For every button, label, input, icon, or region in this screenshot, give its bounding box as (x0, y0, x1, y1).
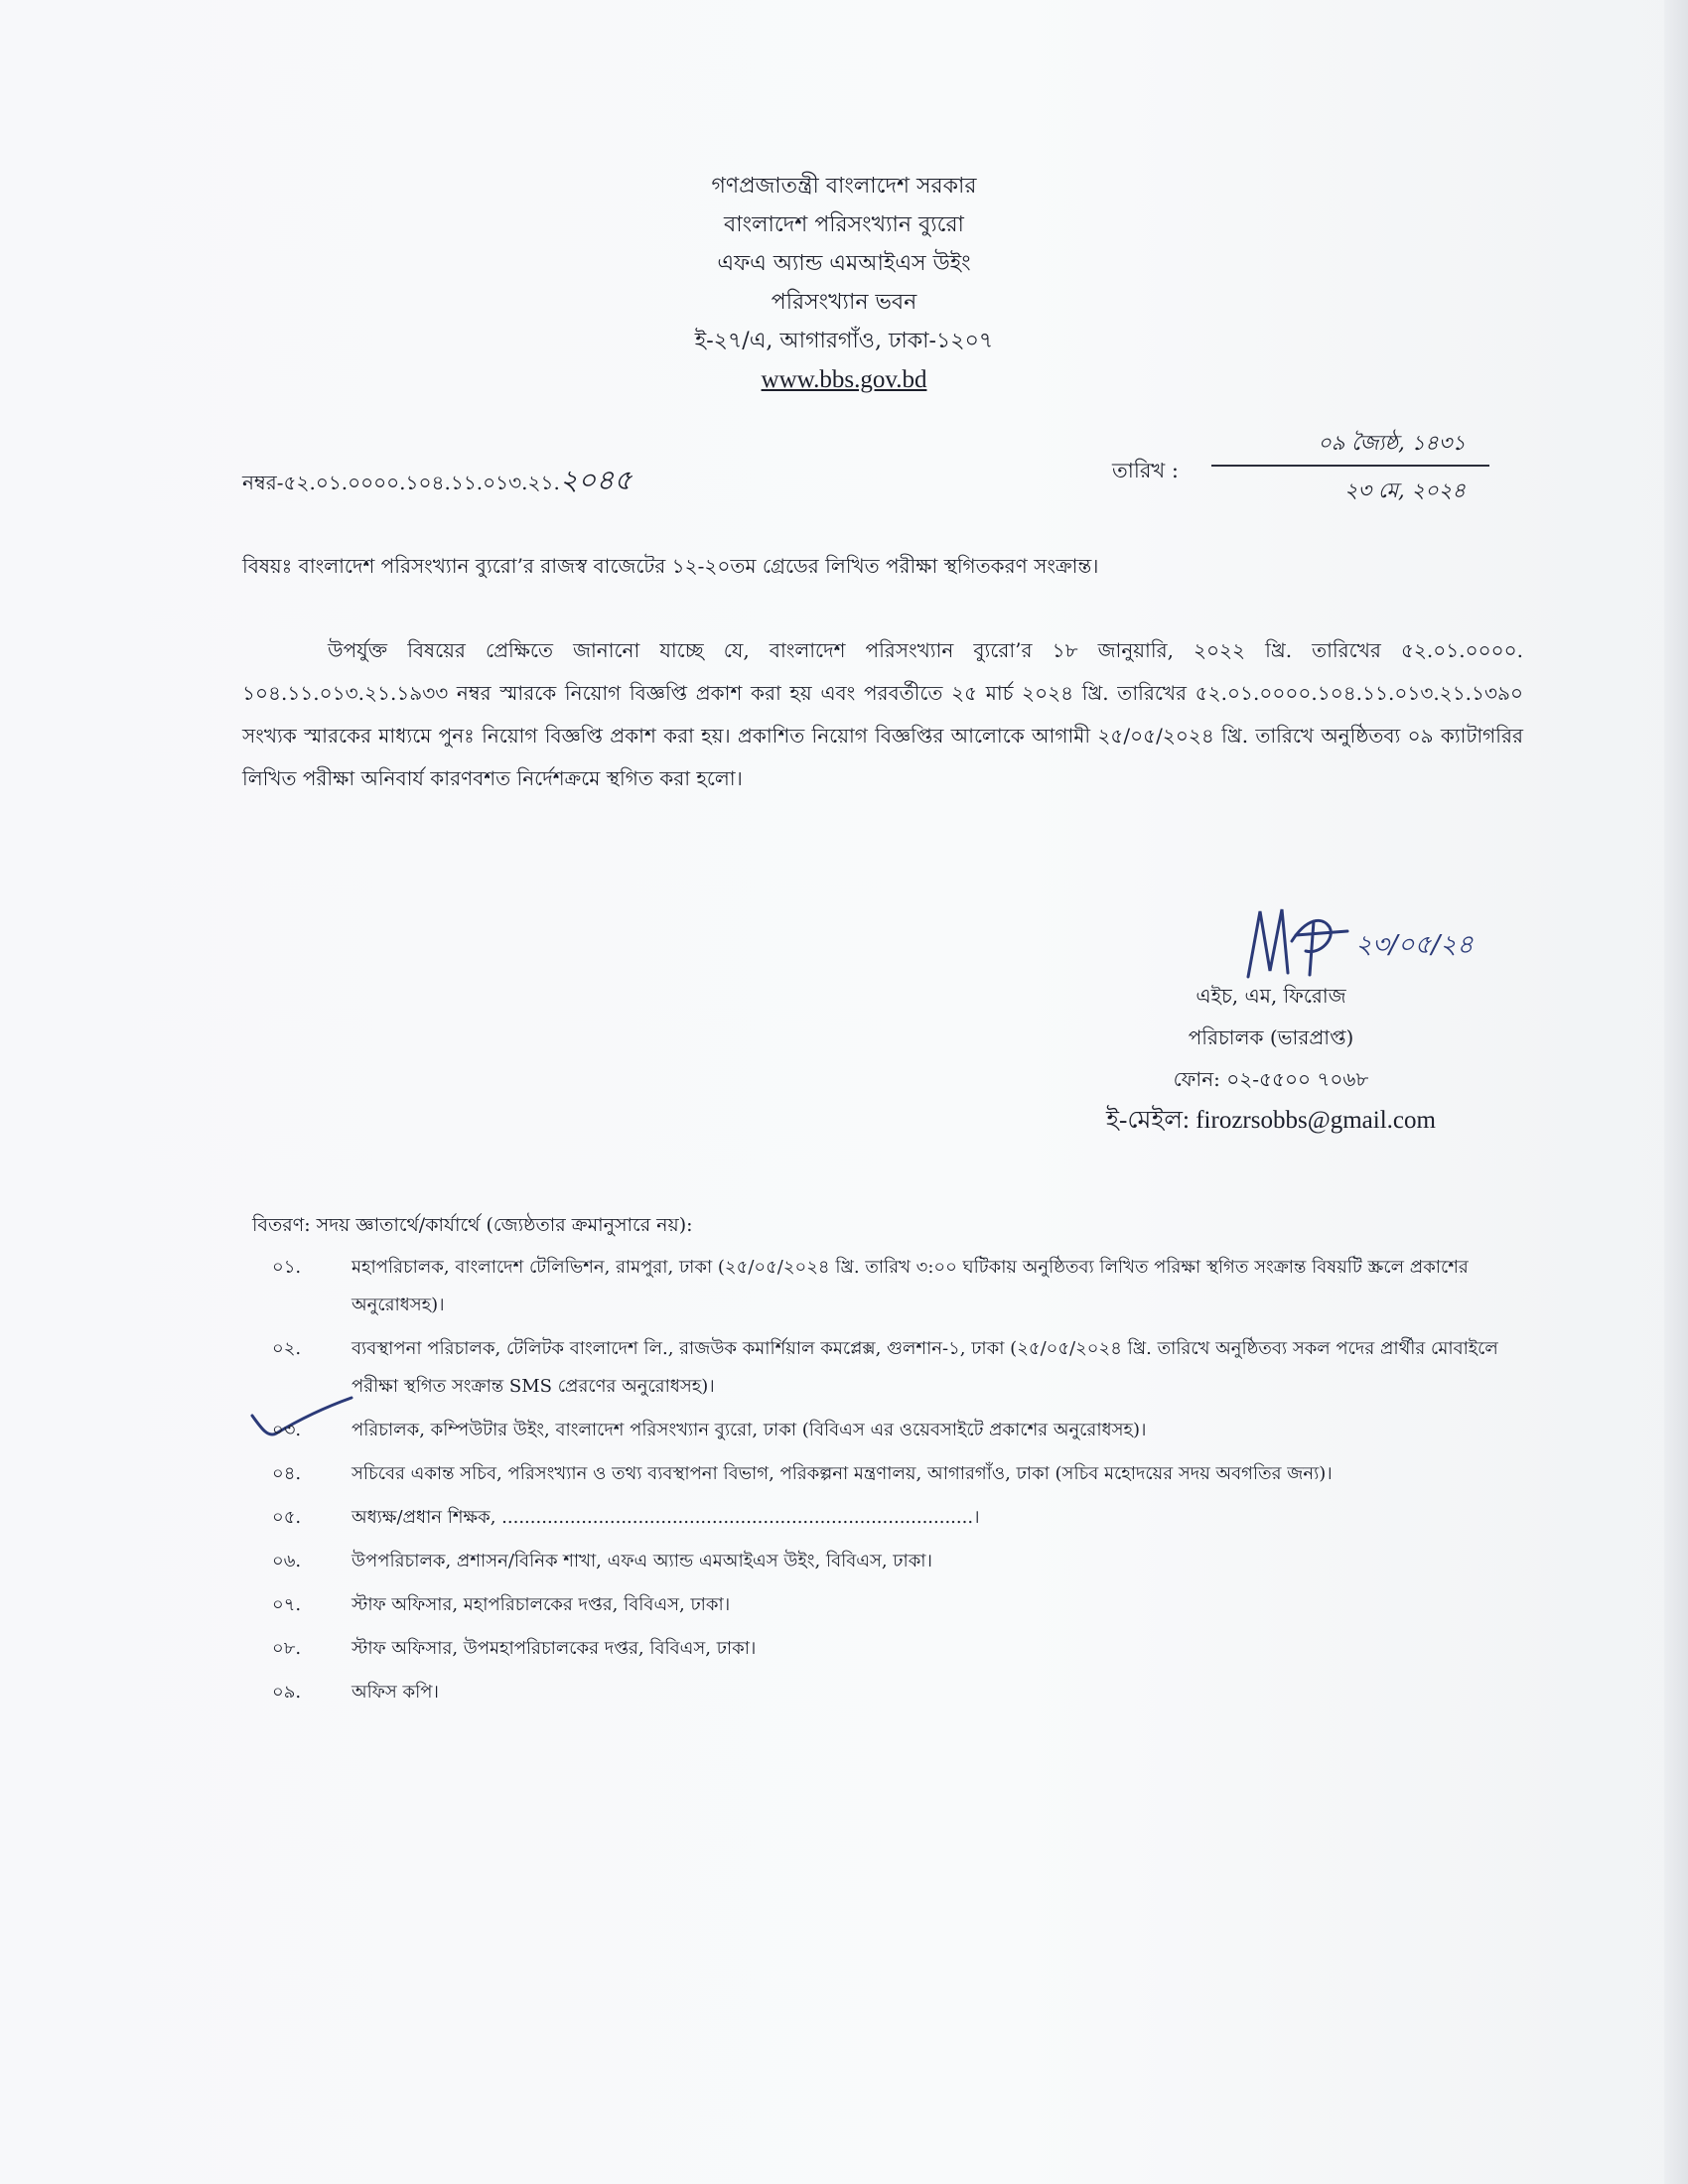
list-item (272, 1330, 1528, 1406)
signatory-block (1043, 975, 1499, 1142)
list-item-text: ব্যবস্থাপনা পরিচালক, টেলিটক বাংলাদেশ লি., রাজউক কমার্শিয়াল কমপ্লেক্স, গুলশান-১, ঢাকা (২৫/০৫/২০২৪ খ্রি. তারিখে অনুষ্ঠিতব্য সকল পদের প্রার্থীর মোবাইলে পরীক্ষা স্থগিত সংক্রান্ত SMS প্রেরণের অনুরোধসহ)। (352, 1338, 1498, 1397)
distribution-list (272, 1249, 1528, 1717)
list-item-number: ০৭. (272, 1594, 302, 1615)
subject-line: বিষয়ঃ বাংলাদেশ পরিসংখ্যান ব্যুরো’র রাজস্ব বাজেটের ১২-২০তম গ্রেডের লিখিত পরীক্ষা স্থগিতকরণ সংক্রান্ত। (242, 554, 1099, 578)
date-bangla-calendar: ০৯ জ্যৈষ্ঠ, ১৪৩১ (1318, 431, 1466, 455)
list-item-text: অধ্যক্ষ/প্রধান শিক্ষক, ...................................................................................। (352, 1507, 980, 1528)
list-item-text: মহাপরিচালক, বাংলাদেশ টেলিভিশন, রামপুরা, ঢাকা (২৫/০৫/২০২৪ খ্রি. তারিখ ৩:০০ ঘটিকায় অনুষ্ঠিতব্য লিখিত পরিক্ষা স্থগিত সংক্রান্ত বিষয়টি স্ক্রলে প্রকাশের অনুরোধসহ)। (352, 1257, 1469, 1315)
list-item-number: ০৬. (272, 1551, 302, 1571)
list-item-text: পরিচালক, কম্পিউটার উইং, বাংলাদেশ পরিসংখ্যান ব্যুরো, ঢাকা (বিবিএস এর ওয়েবসাইটে প্রকাশের অনুরোধসহ)। (352, 1420, 1147, 1440)
list-item-text: স্টাফ অফিসার, মহাপরিচালকের দপ্তর, বিবিএস, ঢাকা। (352, 1594, 731, 1615)
list-item-number: ০৯. (272, 1682, 302, 1703)
header-address: ই-২৭/এ, আগারগাঁও, ঢাকা-১২০৭ (694, 329, 994, 353)
body-paragraph: উপর্যুক্ত বিষয়ের প্রেক্ষিতে জানানো যাচ্ছে যে, বাংলাদেশ পরিসংখ্যান ব্যুরো’র ১৮ জানুয়ারি, ২০২২ খ্রি. তারিখের ৫২.০১.০০০০. ১০৪.১১.০১৩.২১.১৯৩৩ নম্বর স্মারকে নিয়োগ বিজ্ঞপ্তি প্রকাশ করা হয় এবং পরবর্তীতে ২৫ মার্চ ২০২৪ খ্রি. তারিখের ৫২.০১.০০০০.১০৪.১১.০১৩.২১.১৩৯০ সংখ্যক স্মারকের মাধ্যমে পুনঃ নিয়োগ বিজ্ঞপ্তি প্রকাশ করা হয়। প্রকাশিত নিয়োগ বিজ্ঞপ্তির আলোকে আগামী ২৫/০৫/২০২৪ খ্রি. তারিখে অনুষ্ঠিতব্য ০৯ ক্যাটাগরির লিখিত পরীক্ষা অনিবার্য কারণবশত নির্দেশক্রমে স্থগিত করা হলো। (242, 638, 1523, 790)
header-wing: এফএ অ্যান্ড এমআইএস উইং (717, 251, 971, 276)
date-label: তারিখ : (1112, 459, 1179, 482)
list-item-text: সচিবের একান্ত সচিব, পরিসংখ্যান ও তথ্য ব্যবস্থাপনা বিভাগ, পরিকল্পনা মন্ত্রণালয়, আগারগাঁও, ঢাকা (সচিব মহোদয়ের সদয় অবগতির জন্য)। (352, 1463, 1333, 1484)
list-item-number: ০৫. (272, 1507, 302, 1528)
memo-number-handwritten: ২০৪৫ (559, 464, 633, 496)
list-item-number: ০১. (272, 1257, 302, 1278)
signatory-name: এইচ, এম, ফিরোজ (1196, 984, 1346, 1008)
list-item-text: অফিস কপি। (352, 1682, 439, 1703)
memo-number-printed: নম্বর-৫২.০১.০০০০.১০৪.১১.০১৩.২১. (242, 471, 560, 494)
signatory-phone: ফোন: ০২-৫৫০০ ৭০৬৮ (1173, 1067, 1369, 1091)
list-item (272, 1499, 1528, 1537)
list-item-text: উপপরিচালক, প্রশাসন/বিনিক শাখা, এফএ অ্যান্ড এমআইএস উইং, বিবিএস, ঢাকা। (352, 1551, 932, 1571)
signatory-email: ই-মেইল: firozrsobbs@gmail.com (1106, 1107, 1436, 1134)
header-bureau: বাংলাদেশ পরিসংখ্যান ব্যুরো (724, 212, 964, 237)
signature-date: ২৩/০৫/২৪ (1355, 930, 1474, 960)
signatory-designation: পরিচালক (ভারপ্রাপ্ত) (1188, 1025, 1354, 1049)
distribution-title: বিতরণ: সদয় জ্ঞাতার্থে/কার্যার্থে (জ্যেষ্ঠতার ক্রমানুসারে নয়): (252, 1214, 693, 1236)
letterhead (0, 167, 1688, 399)
list-item-text: স্টাফ অফিসার, উপমহাপরিচালকের দপ্তর, বিবিএস, ঢাকা। (352, 1638, 757, 1659)
date-gregorian: ২৩ মে, ২০২৪ (1343, 478, 1466, 502)
list-item (272, 1674, 1528, 1711)
list-item (272, 1543, 1528, 1580)
date-divider (1211, 465, 1489, 467)
header-website-link[interactable]: www.bbs.gov.bd (761, 366, 927, 393)
list-item (272, 1249, 1528, 1324)
list-item-number: ০২. (272, 1338, 302, 1359)
list-item (272, 1630, 1528, 1668)
date-block (1211, 425, 1489, 508)
memo-number (242, 459, 633, 505)
list-item-number: ০৮. (272, 1638, 302, 1659)
header-building: পরিসংখ্যান ভবন (771, 290, 917, 315)
list-item-number: ০৩. (272, 1420, 302, 1440)
list-item (272, 1412, 1528, 1449)
list-item (272, 1455, 1528, 1493)
list-item (272, 1586, 1528, 1624)
list-item-number: ০৪. (272, 1463, 302, 1484)
header-government: গণপ্রজাতন্ত্রী বাংলাদেশ সরকার (711, 174, 977, 199)
